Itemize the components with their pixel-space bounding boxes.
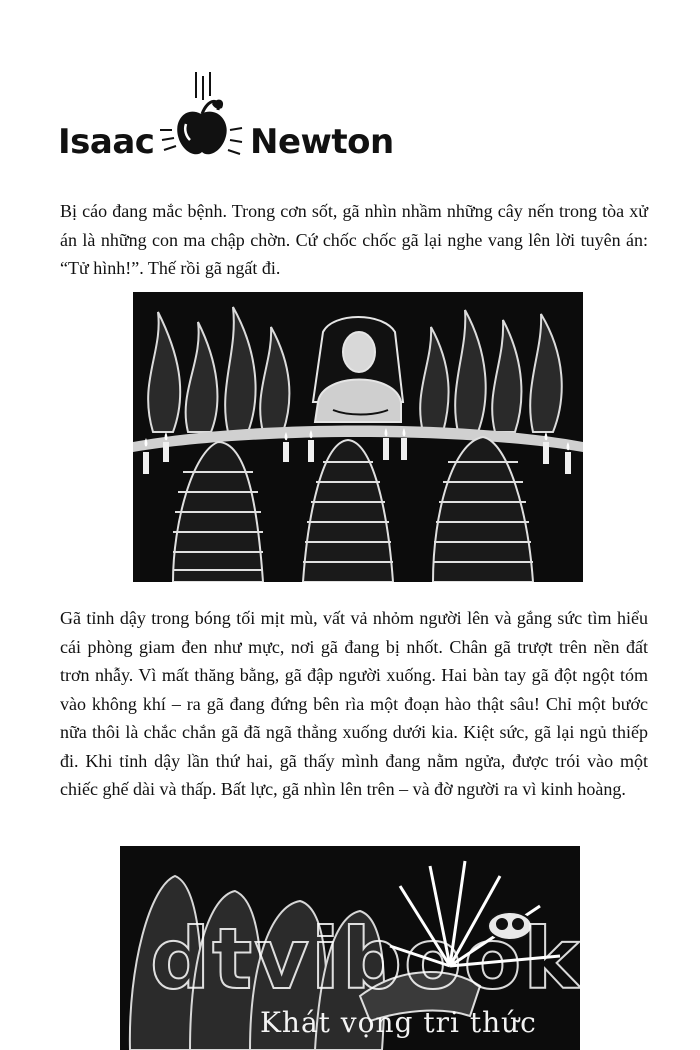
header-word-isaac: Isaac: [58, 122, 155, 162]
illustration-courtroom: [133, 292, 583, 582]
paragraph-1: Bị cáo đang mắc bệnh. Trong cơn sốt, gã nhìn nhầm những cây nến trong tòa xử án là những con ma chập chờn. Cứ chốc chốc gã lại nghe vang lên lời tuyên án: “Tử hình!”. Thế rồi gã ngất đi.: [60, 201, 648, 278]
watermark: [140, 910, 634, 1050]
watermark-tagline: Khát vọng tri thức: [260, 1006, 537, 1039]
falling-apple-icon: [156, 70, 246, 170]
header-word-newton: Newton: [250, 122, 394, 162]
paragraph-2: Gã tỉnh dậy trong bóng tối mịt mù, vất vả nhỏm người lên và gắng sức tìm hiểu cái phòng giam đen như mực, nơi gã đang bị nhốt. Chân gã trượt trên nền đất trơn nhẫy. Vì mất thăng bằng, gã đập người xuống. Hai bàn tay gã đột ngột tóm vào không khí – ra gã đang đứng bên rìa một đoạn hào thật sâu! Chỉ một bước nữa thôi là chắc chắn gã đã ngã thẳng xuống dưới kia. Kiệt sức, gã lại ngủ thiếp đi. Khi tỉnh dậy lần thứ hai, gã thấy mình đang nằm ngửa, được trói vào một chiếc ghế dài và thấp. Bất lực, gã nhìn lên trên – và đờ người ra vì kinh hoàng.: [60, 608, 648, 799]
chapter-header: [58, 70, 418, 170]
watermark-brand: dtvibooks: [150, 910, 634, 1008]
